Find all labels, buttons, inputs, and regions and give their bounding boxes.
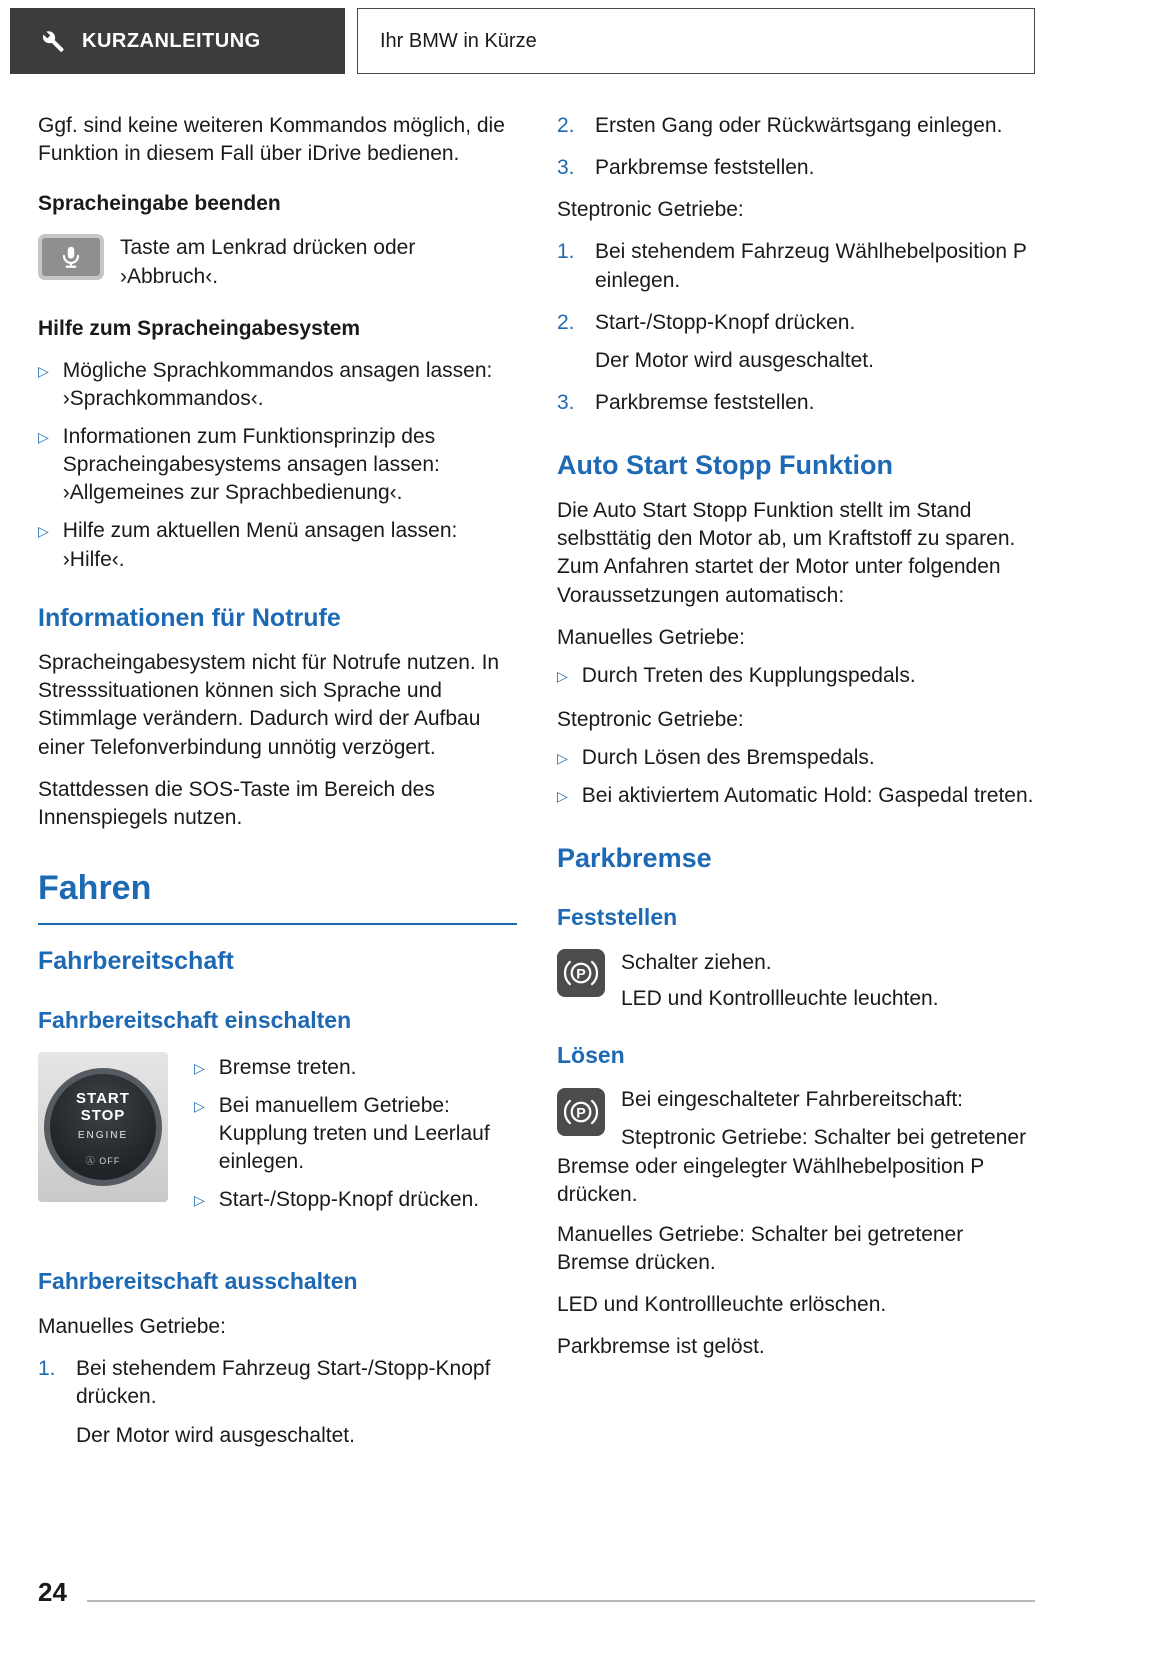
heading-hilfe-spracheingabesystem: Hilfe zum Spracheingabesystem [38,316,361,340]
paragraph: Stattdessen die SOS-Taste im Bereich des Innenspiegels nutzen. [38,777,435,829]
list-item-text: Bei manuellem Getriebe: Kupplung treten und Leerlauf einlegen. [218,1093,490,1174]
heading-fahrbereitschaft-ausschalten: Fahrbereitschaft ausschalten [38,1268,358,1295]
list-item [557,662,1036,690]
step-number: 1. [557,240,575,264]
page-header [10,8,1035,74]
triangle-bullet-icon: ▷ [194,1097,205,1114]
list-item [38,357,517,413]
page-footer [38,1579,1035,1605]
triangle-bullet-icon: ▷ [194,1059,205,1076]
parking-brake-switch-icon [557,949,605,997]
manual-steps-continued [557,112,1036,182]
manual-getriebe-label: Manuelles Getriebe: [557,625,745,649]
heading-informationen-notrufe: Informationen für Notrufe [38,603,341,632]
loesen-block [557,1086,1036,1209]
step-subtext: Der Motor wird ausgeschaltet. [595,348,874,372]
triangle-bullet-icon: ▷ [557,788,568,805]
microphone-button-icon [38,234,104,280]
auto-start-manual-list [557,662,1036,690]
step-number: 2. [557,114,575,137]
paragraph: LED und Kontrollleuchte erlöschen. [557,1293,887,1317]
list-item [557,744,1036,772]
list-item-text: Mögliche Sprachkommandos ansagen lassen: ›Sprachkommandos‹. [62,358,493,410]
triangle-bullet-icon: ▷ [557,750,568,767]
list-item [38,423,517,507]
svg-text:P: P [576,966,586,983]
wrench-icon [38,27,66,55]
steptronic-getriebe-label: Steptronic Getriebe: [557,707,744,731]
list-item-text: Bei aktiviertem Automatic Hold: Gaspedal treten. [581,784,1034,808]
steptronic-steps-list [557,238,1036,417]
paragraph: Steptronic Getriebe: Schalter bei getretener Bremse oder eingelegter Wählhebelposition P drücken. [557,1126,1027,1206]
intro-paragraph: Ggf. sind keine weiteren Kommandos möglich, die Funktion in diesem Fall über iDrive bedienen. [38,114,505,166]
paragraph: Parkbremse ist gelöst. [557,1335,765,1359]
triangle-bullet-icon: ▷ [194,1192,205,1209]
feststellen-row [557,949,1036,1013]
engine-label: ENGINE [77,1129,129,1141]
heading-fahrbereitschaft-einschalten: Fahrbereitschaft einschalten [38,1006,352,1033]
start-label: START [76,1089,130,1107]
list-item [557,782,1036,810]
right-column [557,112,1036,1464]
list-item [38,517,517,573]
numbered-step [557,154,1036,182]
chapter-title: Ihr BMW in Kürze [380,29,537,52]
list-item [194,1092,517,1176]
numbered-step [557,112,1036,140]
triangle-bullet-icon: ▷ [38,429,49,445]
steptronic-getriebe-label: Steptronic Getriebe: [557,198,744,222]
chapter-title-box [357,8,1035,74]
footer-rule [87,1600,1035,1602]
list-item-text: Durch Treten des Kupplungspedals. [581,663,916,687]
step-text: Ersten Gang oder Rückwärtsgang einlegen. [595,114,1003,137]
auto-off-label: Ⓐ OFF [85,1156,121,1167]
left-column [38,112,517,1464]
step-number: 2. [557,310,575,334]
step-number: 3. [557,390,575,414]
enable-steps-list [194,1052,517,1225]
numbered-step [557,389,1036,417]
step-text: Parkbremse feststellen. [595,156,815,180]
heading-feststellen: Feststellen [557,904,678,931]
paragraph: Spracheingabesystem nicht für Notrufe nutzen. In Stresssituationen können sich Sprache und Stimmlage verändern. Dadurch wird der Aufbau einer Telefonverbindung unnötig verzögert. [38,651,500,759]
numbered-step [557,238,1036,294]
feststellen-text [621,949,939,1013]
paragraph: Die Auto Start Stopp Funktion stellt im Stand selbsttätig den Motor ab, um Kraftstoff zu sparen. Zum Anfahren startet der Motor unter folgenden Voraussetzungen automatisch: [557,499,1016,607]
page-content [38,112,1036,1464]
parking-brake-switch-icon [557,1088,605,1136]
step-text: Parkbremse feststellen. [595,390,815,414]
list-item-text: Informationen zum Funktionsprinzip des Spracheingabesystems ansagen lassen: ›Allgemeines zur Sprachbedienung‹. [62,425,440,505]
list-item-text: Bremse treten. [218,1055,357,1079]
triangle-bullet-icon: ▷ [557,667,568,684]
triangle-bullet-icon: ▷ [38,362,49,379]
manual-getriebe-label: Manuelles Getriebe: [38,1315,226,1339]
step-subtext: Der Motor wird ausgeschaltet. [76,1423,355,1447]
stop-label: STOP [80,1106,126,1124]
speech-end-text: Taste am Lenkrad drücken oder ›Abbruch‹. [120,236,416,288]
page-number: 24 [38,1577,67,1607]
numbered-step [38,1355,517,1449]
paragraph: LED und Kontrollleuchte leuchten. [621,987,939,1011]
chapter-heading-fahren: Fahren [38,866,517,926]
speech-end-row [38,234,517,290]
list-item-text: Start-/Stopp-Knopf drücken. [218,1188,480,1212]
badge-label: KURZANLEITUNG [82,29,261,52]
numbered-step [557,309,1036,375]
heading-loesen: Lösen [557,1041,625,1068]
kurzanleitung-badge [10,8,345,74]
heading-fahrbereitschaft: Fahrbereitschaft [38,947,234,976]
start-stop-button-icon [44,1068,162,1186]
step-number: 3. [557,156,575,180]
list-item [194,1186,517,1214]
list-item-text: Durch Lösen des Bremspedals. [581,746,875,770]
svg-text:P: P [576,1105,586,1122]
heading-parkbremse: Parkbremse [557,843,712,874]
list-item [194,1054,517,1082]
heading-spracheingabe-beenden: Spracheingabe beenden [38,192,281,216]
list-item-text: Hilfe zum aktuellen Menü ansagen lassen: ›Hilfe‹. [62,519,458,571]
step-body [76,1355,517,1449]
step-text: Bei stehendem Fahrzeug Wählhebelposition P einlegen. [595,240,1027,292]
paragraph: Bei eingeschalteter Fahrbereitschaft: [621,1088,964,1112]
step-body [595,309,874,375]
start-stop-button-image [38,1052,168,1202]
step-text: Start-/Stopp-Knopf drücken. [595,310,856,334]
paragraph: Schalter ziehen. [621,951,772,975]
triangle-bullet-icon: ▷ [38,523,49,540]
step-text: Bei stehendem Fahrzeug Start-/Stopp-Knopf drücken. [76,1357,491,1409]
step-number: 1. [38,1357,56,1381]
disable-steps-list [38,1355,517,1449]
auto-start-steptronic-list [557,744,1036,810]
heading-auto-start-stopp: Auto Start Stopp Funktion [557,450,893,480]
speech-help-list [38,357,517,574]
paragraph: Manuelles Getriebe: Schalter bei getretener Bremse drücken. [557,1222,964,1274]
start-stop-figure-row [38,1052,517,1241]
